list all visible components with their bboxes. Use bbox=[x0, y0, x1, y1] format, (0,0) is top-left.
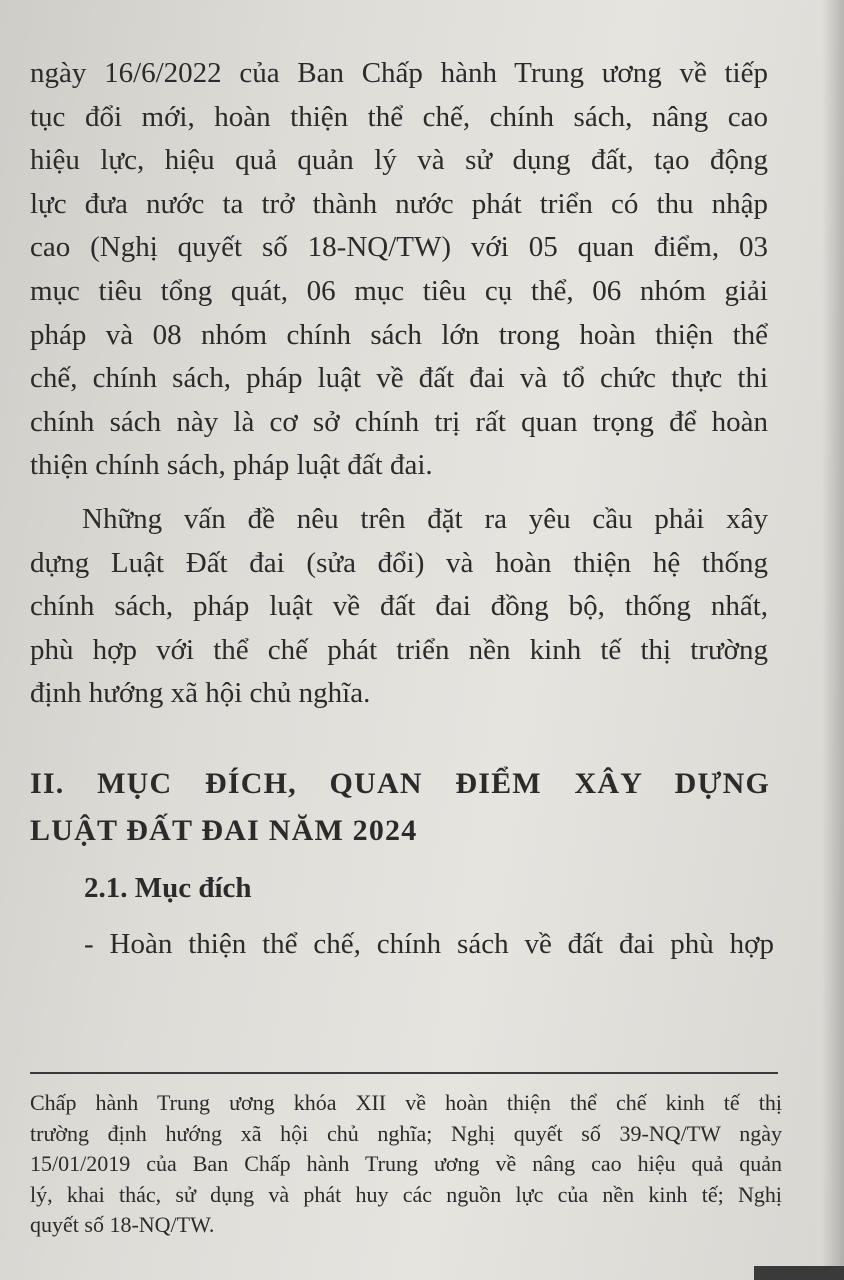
text-line: chính sách này là cơ sở chính trị rất quan trọng để hoàn bbox=[30, 405, 768, 438]
subsection-heading: 2.1. Mục đích bbox=[84, 872, 252, 904]
text-line: chính sách, pháp luật về đất đai đồng bộ, thống nhất, bbox=[30, 590, 768, 623]
text-line: ngày 16/6/2022 của Ban Chấp hành Trung ương về tiếp bbox=[30, 57, 768, 89]
footnote-line: lý, khai thác, sử dụng và phát huy các nguồn lực của nền kinh tế; Nghị bbox=[30, 1181, 782, 1207]
heading-line: II. MỤC ĐÍCH, QUAN ĐIỂM XÂY DỰNG bbox=[30, 767, 770, 800]
text-line: Những vấn đề nêu trên đặt ra yêu cầu phải xây bbox=[82, 502, 768, 535]
footnote-line: quyết số 18-NQ/TW. bbox=[30, 1212, 215, 1237]
text-line: phù hợp với thể chế phát triển nền kinh tế thị trường bbox=[30, 633, 768, 666]
text-line: tục đổi mới, hoàn thiện thể chế, chính sách, nâng cao bbox=[30, 100, 768, 133]
text-line: dựng Luật Đất đai (sửa đổi) và hoàn thiện hệ thống bbox=[30, 546, 768, 579]
text-line: mục tiêu tổng quát, 06 mục tiêu cụ thể, 06 nhóm giải bbox=[30, 274, 768, 307]
text-line: chế, chính sách, pháp luật về đất đai và tổ chức thực thi bbox=[30, 362, 768, 395]
footnote-line: 15/01/2019 của Ban Chấp hành Trung ương về nâng cao hiệu quả quản bbox=[30, 1151, 782, 1176]
body-text bbox=[30, 52, 768, 716]
footnote-divider bbox=[30, 1072, 778, 1074]
footnote-line: Chấp hành Trung ương khóa XII về hoàn thiện thể chế kinh tế thị bbox=[30, 1090, 782, 1115]
paragraph-2 bbox=[30, 498, 768, 716]
text-line: lực đưa nước ta trở thành nước phát triển có thu nhập bbox=[30, 187, 768, 220]
section-heading bbox=[30, 760, 770, 854]
text-line: định hướng xã hội chủ nghĩa. bbox=[30, 677, 371, 710]
text-line: hiệu lực, hiệu quả quản lý và sử dụng đất, tạo động bbox=[30, 144, 768, 177]
footnote bbox=[30, 1088, 782, 1241]
footnote-line: trường định hướng xã hội chủ nghĩa; Nghị quyết số 39-NQ/TW ngày bbox=[30, 1120, 782, 1146]
paragraph-1 bbox=[30, 52, 768, 488]
text-line: cao (Nghị quyết số 18-NQ/TW) với 05 quan điểm, 03 bbox=[30, 231, 768, 264]
heading-line: LUẬT ĐẤT ĐAI NĂM 2024 bbox=[30, 814, 418, 847]
page-edge-shadow bbox=[822, 0, 844, 1280]
bullet-item: - Hoàn thiện thể chế, chính sách về đất đai phù hợp bbox=[84, 928, 774, 960]
text-line: thiện chính sách, pháp luật đất đai. bbox=[30, 449, 433, 482]
paragraph-gap bbox=[30, 488, 768, 498]
page-corner bbox=[754, 1266, 844, 1280]
text-line: pháp và 08 nhóm chính sách lớn trong hoàn thiện thể bbox=[30, 318, 768, 351]
